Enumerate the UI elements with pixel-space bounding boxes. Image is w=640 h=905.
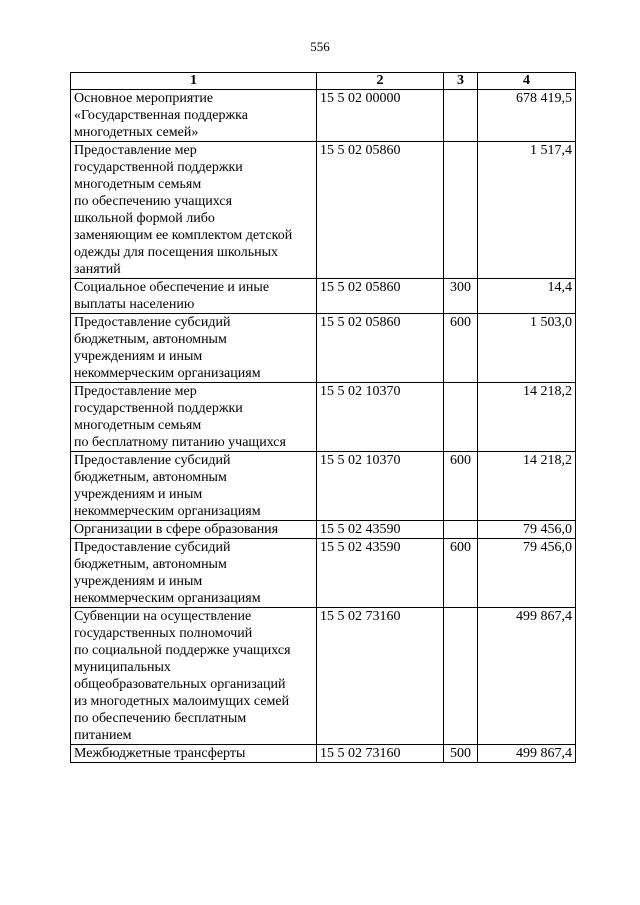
row-code: 15 5 02 43590 — [317, 521, 444, 539]
header-col-3: 3 — [444, 73, 478, 90]
table-body — [71, 90, 576, 763]
row-name — [71, 279, 317, 314]
row-name-line: по социальной поддержке учащихся — [74, 643, 291, 658]
row-amount: 79 456,0 — [478, 539, 576, 608]
row-name-line: по обеспечению учащихся — [74, 194, 233, 209]
row-expense-type: 500 — [444, 745, 478, 763]
row-code: 15 5 02 05860 — [317, 142, 444, 279]
table-row — [71, 383, 576, 452]
row-name-line: Субвенции на осуществление — [74, 609, 252, 624]
row-name — [71, 383, 317, 452]
page-number: 556 — [310, 39, 330, 54]
row-expense-type: 600 — [444, 539, 478, 608]
row-name — [71, 608, 317, 745]
row-name — [71, 539, 317, 608]
row-name-line: некоммерческим организациям — [74, 591, 261, 606]
row-expense-type — [444, 521, 478, 539]
row-code: 15 5 02 00000 — [317, 90, 444, 142]
row-name-line: одежды для посещения школьных — [74, 245, 278, 260]
table-header — [71, 73, 576, 90]
row-amount: 79 456,0 — [478, 521, 576, 539]
table-row — [71, 608, 576, 745]
row-name-line: государственных полномочий — [74, 626, 253, 641]
table-row — [71, 90, 576, 142]
row-name-line: бюджетным, автономным — [74, 332, 227, 347]
row-amount: 14 218,2 — [478, 383, 576, 452]
header-col-2: 2 — [317, 73, 444, 90]
row-name-line: Предоставление субсидий — [74, 315, 231, 330]
row-code: 15 5 02 73160 — [317, 608, 444, 745]
budget-table — [70, 72, 576, 763]
header-col-1: 1 — [71, 73, 317, 90]
table-row — [71, 142, 576, 279]
row-name-line: муниципальных — [74, 660, 171, 675]
row-name-line: Организации в сфере образования — [74, 522, 279, 537]
table-row — [71, 521, 576, 539]
row-name-line: многодетным семьям — [74, 418, 202, 433]
row-expense-type — [444, 142, 478, 279]
row-name-line: Социальное обеспечение и иные — [74, 280, 270, 295]
row-name-line: Предоставление мер — [74, 384, 197, 399]
row-expense-type — [444, 383, 478, 452]
row-amount: 14,4 — [478, 279, 576, 314]
row-amount: 1 503,0 — [478, 314, 576, 383]
row-name-line: некоммерческим организациям — [74, 366, 261, 381]
row-name — [71, 521, 317, 539]
row-expense-type: 300 — [444, 279, 478, 314]
table-row — [71, 314, 576, 383]
row-expense-type: 600 — [444, 452, 478, 521]
row-name-line: Предоставление мер — [74, 143, 197, 158]
row-name-line: заменяющим ее комплектом детской — [74, 228, 293, 243]
row-amount: 499 867,4 — [478, 745, 576, 763]
row-code: 15 5 02 05860 — [317, 314, 444, 383]
row-expense-type: 600 — [444, 314, 478, 383]
row-name — [71, 452, 317, 521]
row-name-line: учреждениям и иным — [74, 574, 203, 589]
row-name-line: учреждениям и иным — [74, 487, 203, 502]
row-expense-type — [444, 90, 478, 142]
row-name-line: из многодетных малоимущих семей — [74, 694, 290, 709]
table-row — [71, 279, 576, 314]
row-name-line: государственной поддержки — [74, 160, 243, 175]
row-name-line: «Государственная поддержка — [74, 108, 248, 123]
row-code: 15 5 02 10370 — [317, 452, 444, 521]
row-code: 15 5 02 10370 — [317, 383, 444, 452]
row-name-line: питанием — [74, 728, 132, 743]
table-row — [71, 745, 576, 763]
row-name-line: некоммерческим организациям — [74, 504, 261, 519]
row-expense-type — [444, 608, 478, 745]
row-name-line: по обеспечению бесплатным — [74, 711, 247, 726]
row-amount: 499 867,4 — [478, 608, 576, 745]
row-name — [71, 90, 317, 142]
row-name-line: Основное мероприятие — [74, 91, 214, 106]
row-amount: 678 419,5 — [478, 90, 576, 142]
row-name-line: Межбюджетные трансферты — [74, 746, 246, 761]
row-name-line: бюджетным, автономным — [74, 470, 227, 485]
row-name-line: по бесплатному питанию учащихся — [74, 435, 286, 450]
row-name-line: выплаты населению — [74, 297, 195, 312]
row-code: 15 5 02 43590 — [317, 539, 444, 608]
row-name-line: общеобразовательных организаций — [74, 677, 286, 692]
row-amount: 14 218,2 — [478, 452, 576, 521]
row-name-line: бюджетным, автономным — [74, 557, 227, 572]
table-row — [71, 452, 576, 521]
row-code: 15 5 02 05860 — [317, 279, 444, 314]
row-name-line: многодетных семей» — [74, 125, 199, 140]
header-col-4: 4 — [478, 73, 576, 90]
row-code: 15 5 02 73160 — [317, 745, 444, 763]
row-name-line: государственной поддержки — [74, 401, 243, 416]
row-name-line: учреждениям и иным — [74, 349, 203, 364]
row-name-line: многодетным семьям — [74, 177, 202, 192]
table-row — [71, 539, 576, 608]
row-name-line: Предоставление субсидий — [74, 540, 231, 555]
row-name-line: занятий — [74, 262, 121, 277]
row-name — [71, 314, 317, 383]
row-amount: 1 517,4 — [478, 142, 576, 279]
row-name-line: школьной формой либо — [74, 211, 215, 226]
row-name-line: Предоставление субсидий — [74, 453, 231, 468]
row-name — [71, 745, 317, 763]
header-row — [71, 73, 576, 90]
row-name — [71, 142, 317, 279]
